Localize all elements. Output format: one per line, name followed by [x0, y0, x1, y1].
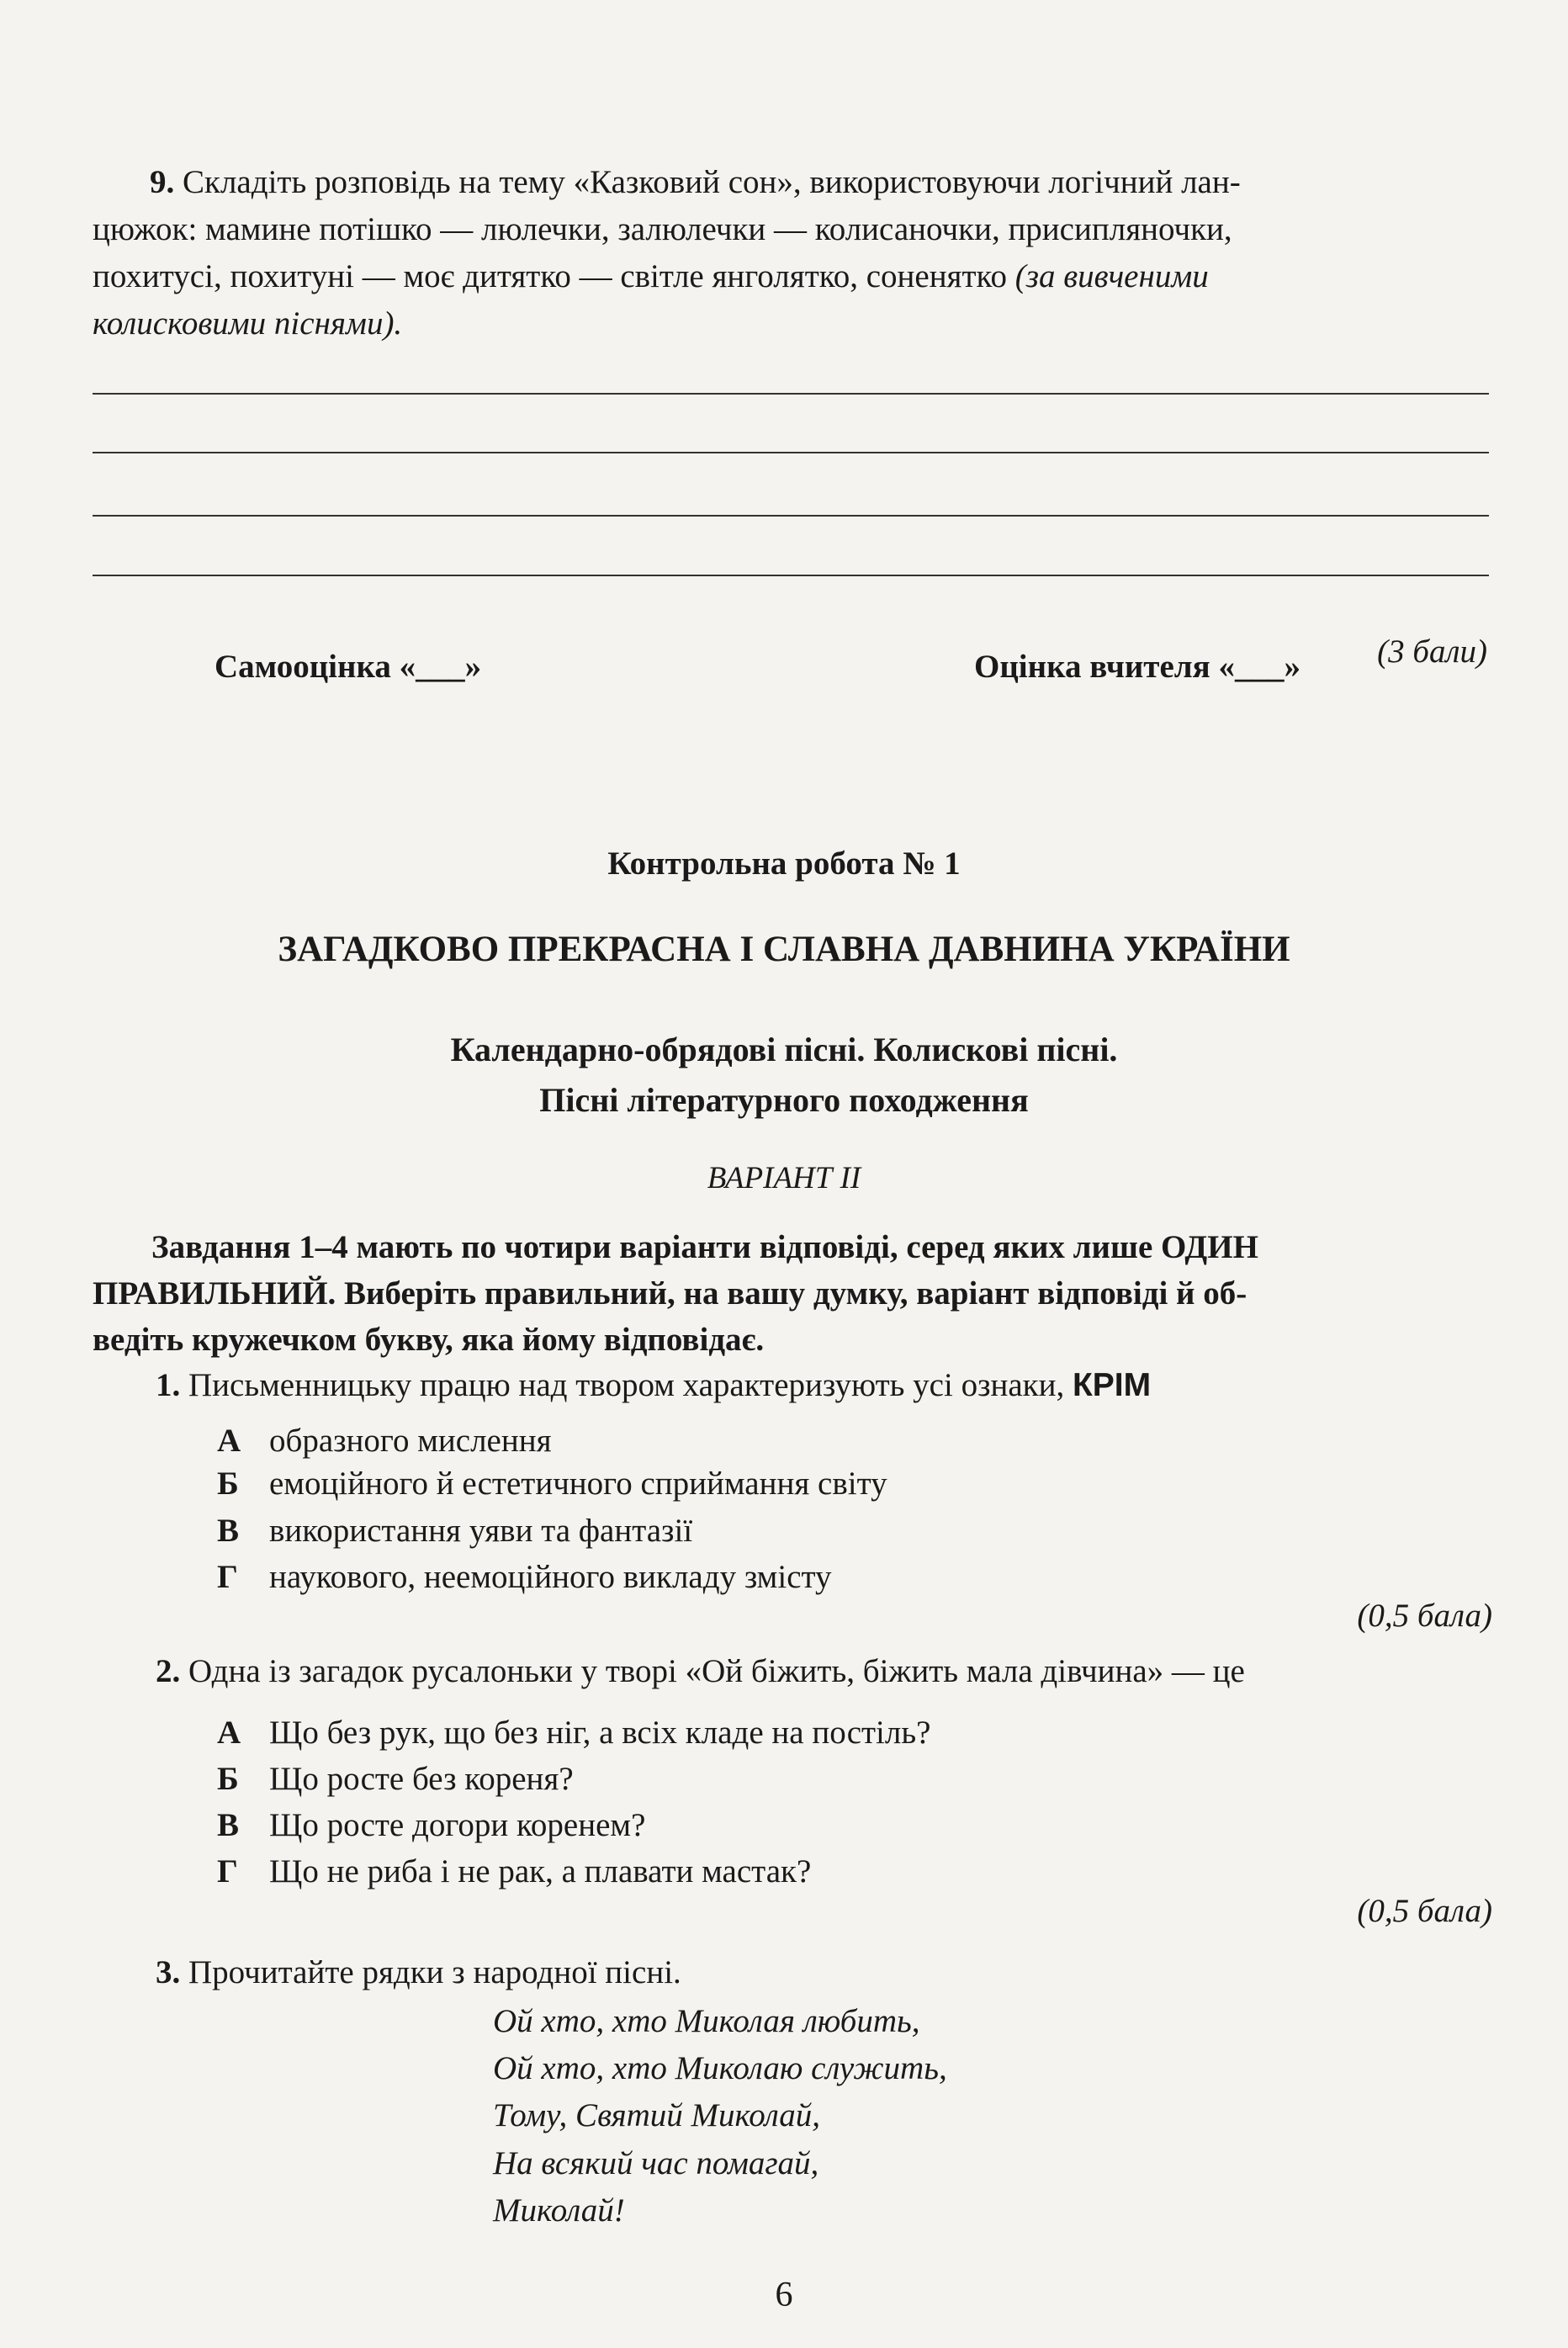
answer-line-2[interactable]: [93, 452, 1489, 453]
poem-line: Тому, Святий Миколай,: [493, 2097, 821, 2133]
task9-line1: [150, 160, 1241, 205]
instructions-line3: ведіть кружечком букву, яка йому відповідає.: [93, 1322, 765, 1358]
poem-line: Миколай!: [493, 2192, 625, 2229]
task9-line2: цюжок: мамине потішко — люлечки, залюлечки — колисаночки, присипляночки,: [93, 211, 1232, 247]
question3-stem: [156, 1950, 681, 1996]
question3-number: 3.: [156, 1954, 181, 1990]
q1-option-c[interactable]: [217, 1508, 692, 1554]
option-letter[interactable]: Б: [217, 1466, 239, 1502]
task9-text-line3: похитусі, похитуні — моє дитятко — світле янголятко, соненятко: [93, 258, 1015, 294]
task9-hint-start: (за вивченими: [1014, 258, 1209, 294]
option-text: емоційного й естетичного сприймання світу: [269, 1466, 887, 1502]
question2-number: 2.: [156, 1653, 181, 1689]
instructions-line2: ПРАВИЛЬНИЙ. Виберіть правильний, на вашу думку, варіант відповіді й об-: [93, 1275, 1248, 1312]
option-text: використання уяви та фантазії: [269, 1513, 693, 1549]
main-heading: ЗАГАДКОВО ПРЕКРАСНА І СЛАВНА ДАВНИНА УКРАЇНИ: [278, 930, 1290, 969]
task9-line3: [93, 254, 1209, 299]
option-letter[interactable]: А: [217, 1715, 241, 1751]
question1-stem: [156, 1363, 1151, 1408]
task9-number: 9.: [150, 164, 175, 200]
task9-points: (3 бали): [1377, 633, 1487, 670]
answer-line-1[interactable]: [93, 393, 1489, 395]
subheading-line2: Пісні літературного походження: [539, 1081, 1029, 1119]
test-title: Контрольна робота № 1: [607, 845, 961, 882]
q2-option-a[interactable]: [217, 1710, 930, 1756]
question3-text: Прочитайте рядки з народної пісні.: [188, 1954, 681, 1990]
option-text: Що росте без кореня?: [269, 1761, 574, 1797]
option-text: наукового, неемоційного викладу змісту: [269, 1559, 832, 1595]
answer-line-4[interactable]: [93, 575, 1489, 576]
answer-line-3[interactable]: [93, 515, 1489, 517]
instructions-line1: Завдання 1–4 мають по чотири варіанти відповіді, серед яких лише ОДИН: [151, 1229, 1258, 1265]
q2-option-b[interactable]: [217, 1757, 574, 1802]
q1-option-a[interactable]: [217, 1418, 552, 1464]
option-letter[interactable]: Г: [217, 1559, 238, 1595]
q2-option-d[interactable]: [217, 1849, 811, 1895]
option-letter[interactable]: Г: [217, 1853, 238, 1890]
self-assessment: Самооцінка «___»: [215, 649, 482, 685]
question2-stem: [156, 1649, 1245, 1694]
question2-text: Одна із загадок русалоньки у творі «Ой біжить, біжить мала дівчина» — це: [188, 1653, 1245, 1689]
teacher-grade: Оцінка вчителя «___»: [974, 649, 1300, 685]
option-text: Що не риба і не рак, а плавати мастак?: [269, 1853, 812, 1890]
variant-label: ВАРІАНТ ІІ: [707, 1161, 861, 1195]
option-letter[interactable]: Б: [217, 1761, 239, 1797]
task9-text-line1: Складіть розповідь на тему «Казковий сон», використовуючи логічний лан-: [183, 164, 1241, 200]
option-text: образного мислення: [269, 1423, 552, 1459]
option-letter[interactable]: В: [217, 1513, 240, 1549]
poem-line: Ой хто, хто Миколая любить,: [493, 2003, 920, 2039]
question1-text: Письменницьку працю над твором характеризують усі ознаки,: [188, 1367, 1073, 1403]
option-text: Що росте догори коренем?: [269, 1807, 646, 1843]
task9-hint-end: колисковими піснями).: [93, 305, 403, 342]
poem-line: На всякий час помагай,: [493, 2145, 819, 2181]
q1-option-d[interactable]: [217, 1555, 832, 1600]
question1-points: (0,5 бала): [1357, 1598, 1492, 1634]
question1-emphasis: КРІМ: [1072, 1367, 1152, 1403]
subheading-line1: Календарно-обрядові пісні. Колискові пісні.: [450, 1031, 1118, 1068]
page-number: 6: [775, 2276, 793, 2314]
option-text: Що без рук, що без ніг, а всіх кладе на постіль?: [269, 1715, 931, 1751]
question1-number: 1.: [156, 1367, 181, 1403]
q1-option-b[interactable]: [217, 1461, 887, 1507]
option-letter[interactable]: В: [217, 1807, 240, 1843]
poem-line: Ой хто, хто Миколаю служить,: [493, 2050, 947, 2086]
q2-option-c[interactable]: [217, 1803, 645, 1848]
question2-points: (0,5 бала): [1357, 1893, 1492, 1929]
option-letter[interactable]: А: [217, 1423, 241, 1459]
